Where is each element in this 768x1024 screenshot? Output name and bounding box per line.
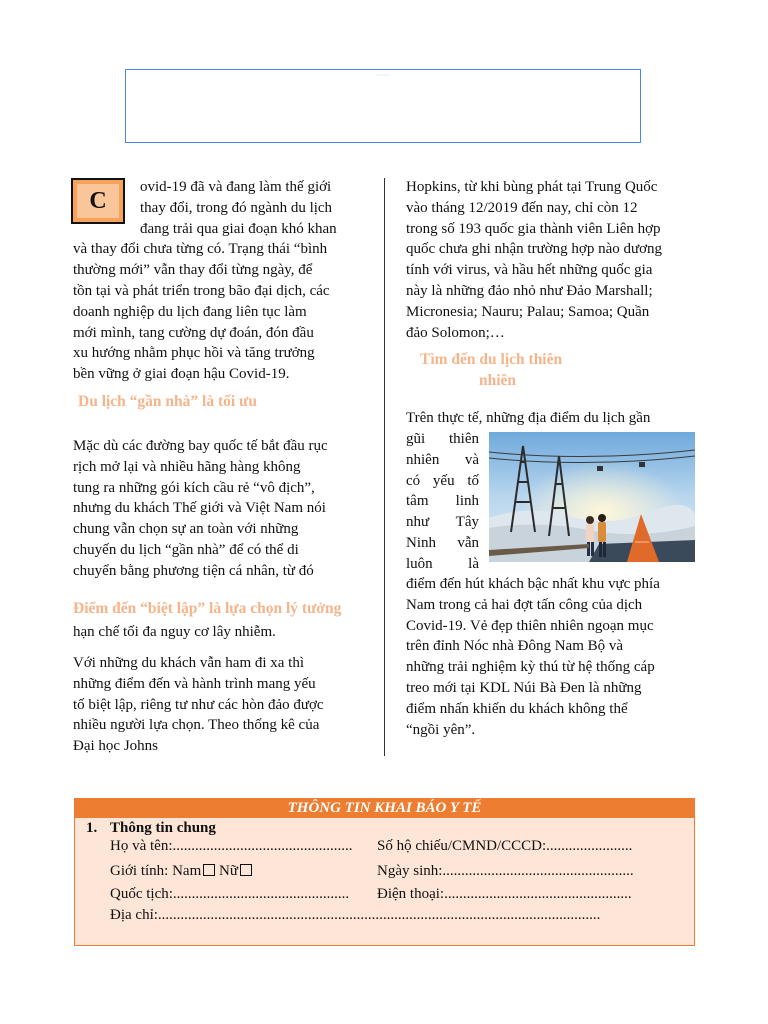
address-field[interactable]: Địa chỉ:......................................................................................................................	[110, 907, 601, 923]
section-number: 1.	[86, 820, 98, 836]
text-line: đang trải qua giai đoạn khó khan	[140, 220, 337, 237]
text-line: Đại học Johns	[73, 738, 158, 755]
text-line: Ninh vẫn	[406, 534, 479, 551]
text-line: treo mới tại KDL Núi Bà Đen là những	[406, 679, 642, 696]
paragraph-near-home	[73, 436, 360, 582]
name-field[interactable]: Họ và tên:................................................	[110, 838, 353, 854]
male-checkbox[interactable]	[203, 864, 215, 876]
header-tiny-text: ~~~~~~~~	[376, 73, 390, 77]
text-line: trên đỉnh Nóc nhà Đông Nam Bộ và	[406, 638, 624, 655]
paragraph-isolated	[73, 653, 360, 757]
text-line: Covid-19. Vẻ đẹp thiên nhiên ngoạn mục	[406, 617, 654, 634]
id-number-field[interactable]: Số hộ chiếu/CMND/CCCD:.......................	[377, 838, 633, 854]
paragraph-nature-first: Trên thực tế, những địa điểm du lịch gần	[406, 410, 651, 426]
health-declaration-form	[74, 818, 695, 946]
text-line: tồn tại và phát triển trong bão đại dịch, các	[73, 282, 330, 299]
header-box	[125, 69, 641, 143]
text-line: đảo Solomon;…	[406, 324, 505, 341]
female-label: Nữ	[219, 863, 238, 879]
text-line: chung vẫn chọn sự an toàn với những	[73, 521, 299, 538]
text-line: tính với virus, và hầu hết những quốc gia	[406, 262, 653, 279]
text-line: như Tây	[406, 514, 479, 531]
text-line: vào tháng 12/2019 đến nay, chỉ còn 12	[406, 199, 638, 216]
text-line: nhiều người lựa chọn. Theo thống kê của	[73, 717, 320, 734]
text-line: Với những du khách vẫn ham đi xa thì	[73, 655, 305, 671]
text-line: và thay đổi chưa từng có. Trạng thái “bình	[73, 241, 328, 258]
intro-paragraph-full	[73, 239, 360, 385]
text-line: Micronesia; Nauru; Palau; Samoa; Quần	[406, 303, 650, 320]
drop-cap-letter: C	[77, 184, 119, 218]
text-line: doanh nghiệp du lịch đang liên tục làm	[73, 303, 307, 320]
intro-paragraph-wrapped	[140, 177, 360, 239]
text-line: “ngồi yên”.	[406, 721, 476, 738]
text-line: bền vững ở giai đoạn hậu Covid-19.	[73, 366, 290, 383]
column-divider	[384, 178, 385, 756]
section-title: Thông tin chung	[110, 820, 216, 836]
text-line: trong số 193 quốc gia thành viên Liên hợp	[406, 220, 661, 237]
heading-isolated: Điểm đến “biệt lập” là lựa chọn lý tưởng	[73, 600, 342, 617]
paragraph-nature-wrapped	[406, 429, 479, 575]
female-checkbox[interactable]	[240, 864, 252, 876]
text-line: thường mới” vẫn thay đổi từng ngày, để	[73, 262, 313, 279]
paragraph-near-home-end: hạn chế tối đa nguy cơ lây nhiễm.	[73, 624, 276, 640]
text-line: này là những đảo nhỏ như Đảo Marshall;	[406, 282, 653, 299]
text-line: rịch mở lại và nhiều hãng hàng không	[73, 458, 301, 475]
cable-car-photo	[489, 432, 695, 562]
text-line: nhưng du khách Thế giới và Việt Nam nói	[73, 500, 326, 517]
text-line: Mặc dù các đường bay quốc tế bắt đầu rục	[73, 438, 328, 454]
heading-near-home: Du lịch “gần nhà” là tối ưu	[78, 393, 257, 410]
text-line: những trải nghiệm kỳ thú từ hệ thống cáp	[406, 659, 655, 676]
text-line: những điểm đến và hành trình mang yếu	[73, 675, 316, 692]
paragraph-hopkins	[406, 177, 696, 343]
text-line: gũi thiên	[406, 431, 479, 447]
text-line: Hopkins, từ khi bùng phát tại Trung Quốc	[406, 179, 658, 195]
heading-nature-line1: Tìm đến du lịch thiên	[420, 351, 563, 368]
text-line: tâm linh	[406, 493, 479, 510]
text-line: thay đổi, trong đó ngành du lịch	[140, 199, 333, 216]
text-line: có yếu tố	[406, 472, 479, 489]
text-line: quốc chưa ghi nhận trường hợp nào dương	[406, 241, 663, 258]
text-line: luôn là	[406, 555, 479, 572]
text-line: mới mình, tang cường dự đoán, đón đầu	[73, 324, 314, 341]
drop-cap	[71, 178, 125, 224]
gender-label: Giới tính: Nam	[110, 863, 202, 879]
paragraph-nature-rest	[406, 574, 695, 740]
phone-field[interactable]: Điện thoại:..................................................	[377, 886, 632, 902]
text-line: chuyển bằng phương tiện cá nhân, từ đó	[73, 562, 314, 579]
text-line: tung ra những gói kích cầu rẻ “vô địch”,	[73, 479, 315, 496]
heading-nature-line2: nhiên	[479, 372, 517, 389]
text-line: Nam trong cả hai đợt tấn công của dịch	[406, 596, 643, 613]
cable-car-photo-illustration	[489, 432, 695, 562]
text-line: nhiên và	[406, 451, 479, 468]
form-title: THÔNG TIN KHAI BÁO Y TẾ	[74, 798, 695, 818]
date-of-birth-field[interactable]: Ngày sinh:...................................................	[377, 863, 634, 879]
text-line: tố biệt lập, riêng tư như các hòn đảo được	[73, 696, 324, 713]
nationality-field[interactable]: Quốc tịch:...............................................	[110, 886, 350, 902]
gender-row	[110, 861, 252, 882]
text-line: điểm đến hút khách bậc nhất khu vực phía	[406, 576, 660, 592]
text-line: xu hướng nhằm phục hồi và tăng trưởng	[73, 345, 315, 362]
text-line: ovid-19 đã và đang làm thế giới	[140, 179, 332, 195]
text-line: điểm nhấn khiến du khách không thể	[406, 700, 628, 717]
text-line: chuyến du lịch “gần nhà” để có thể di	[73, 541, 299, 558]
